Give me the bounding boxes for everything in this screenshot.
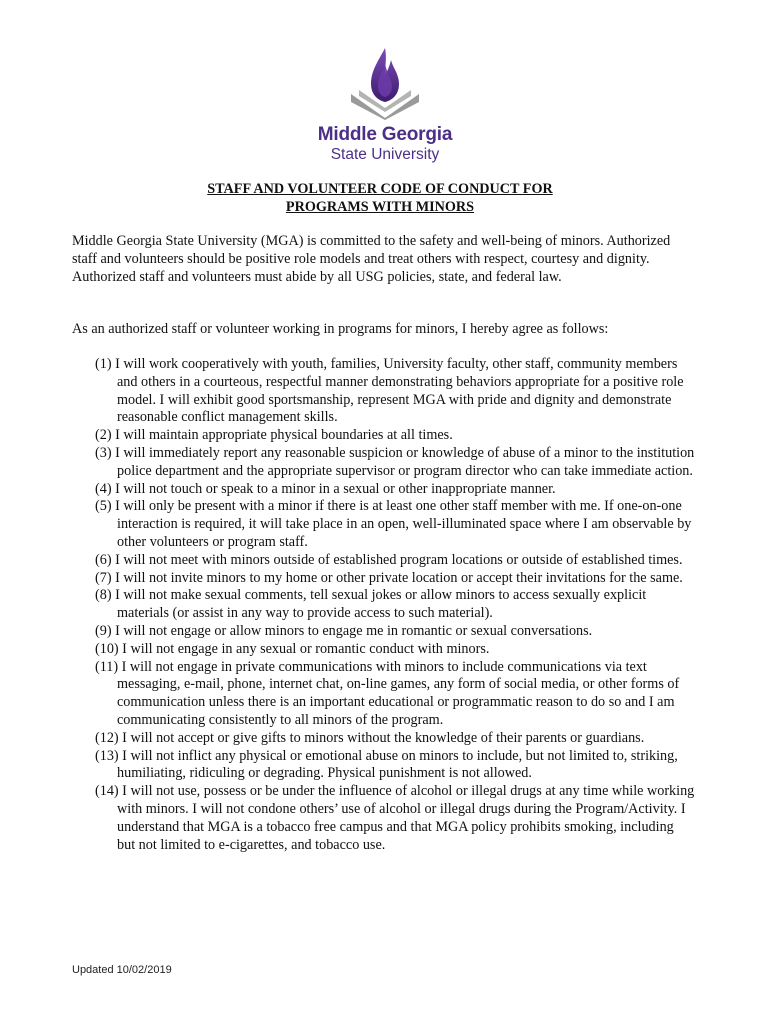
flame-chevron-icon — [345, 44, 425, 120]
agreement-statement: As an authorized staff or volunteer working in programs for minors, I hereby agree as follows: — [72, 321, 609, 337]
logo-subname: State University — [330, 146, 440, 163]
updated-date-footer: Updated 10/02/2019 — [72, 964, 172, 976]
university-logo — [0, 44, 770, 163]
list-item: (2) I will maintain appropriate physical boundaries at all times. — [95, 427, 453, 444]
list-item: (6) I will not meet with minors outside of established program locations or outside of established times. — [95, 551, 683, 568]
document-title — [0, 180, 760, 216]
list-item: (7) I will not invite minors to my home or other private location or accept their invitations for the same. — [95, 569, 683, 586]
list-item: (11) I will not engage in private communications with minors to include communications via text messaging, e-mail, phone, internet chat, on-line games, any form of social media, or other forms of communication unless there is an important educational or programmatic reason to do so and I am communicating consistently to all minors of the program. — [95, 658, 680, 728]
list-item: (5) I will only be present with a minor if there is at least one other staff member with me. If one-on-one interaction is required, it will take place in an open, well-illuminated space where I am observable by other volunteers or program staff. — [95, 498, 692, 550]
list-item: (10) I will not engage in any sexual or romantic conduct with minors. — [95, 640, 490, 657]
list-item: (4) I will not touch or speak to a minor in a sexual or other inappropriate manner. — [95, 480, 556, 497]
list-item: (3) I will immediately report any reasonable suspicion or knowledge of abuse of a minor to the institution police department and the appropriate supervisor or program director who can take immediate action. — [95, 444, 695, 479]
conduct-list — [95, 356, 695, 854]
title-line-1: STAFF AND VOLUNTEER CODE OF CONDUCT FOR — [207, 181, 553, 197]
list-item: (8) I will not make sexual comments, tell sexual jokes or allow minors to access sexually explicit materials (or assist in any way to provide access to such material). — [95, 587, 647, 622]
list-item: (1) I will work cooperatively with youth, families, University faculty, other staff, community members and others in a courteous, respectful manner demonstrating behaviors appropriate for a positive role model. I will exhibit good sportsmanship, represent MGA with pride and dignity and demonstrate reasonable conflict management skills. — [95, 356, 684, 426]
list-item: (13) I will not inflict any physical or emotional abuse on minors to include, but not limited to, striking, humiliating, ridiculing or degrading. Physical punishment is not allowed. — [95, 747, 678, 782]
list-item: (14) I will not use, possess or be under the influence of alcohol or illegal drugs at any time while working with minors. I will not condone others’ use of alcohol or illegal drugs during the Program/Activity. I understand that MGA is a tobacco free campus and that MGA policy prohibits smoking, including but not limited to e-cigarettes, and tobacco use. — [95, 783, 695, 853]
logo-name: Middle Georgia — [317, 124, 453, 145]
intro-paragraph: Middle Georgia State University (MGA) is committed to the safety and well-being of minors. Authorized staff and volunteers should be positive role models and treat others with respect, courtesy and dignity. Authorized staff and volunteers must abide by all USG policies, state, and federal law. — [72, 233, 671, 285]
title-line-2: PROGRAMS WITH MINORS — [285, 199, 475, 215]
list-item: (9) I will not engage or allow minors to engage me in romantic or sexual conversations. — [95, 622, 593, 639]
list-item: (12) I will not accept or give gifts to minors without the knowledge of their parents or guardians. — [95, 729, 645, 746]
